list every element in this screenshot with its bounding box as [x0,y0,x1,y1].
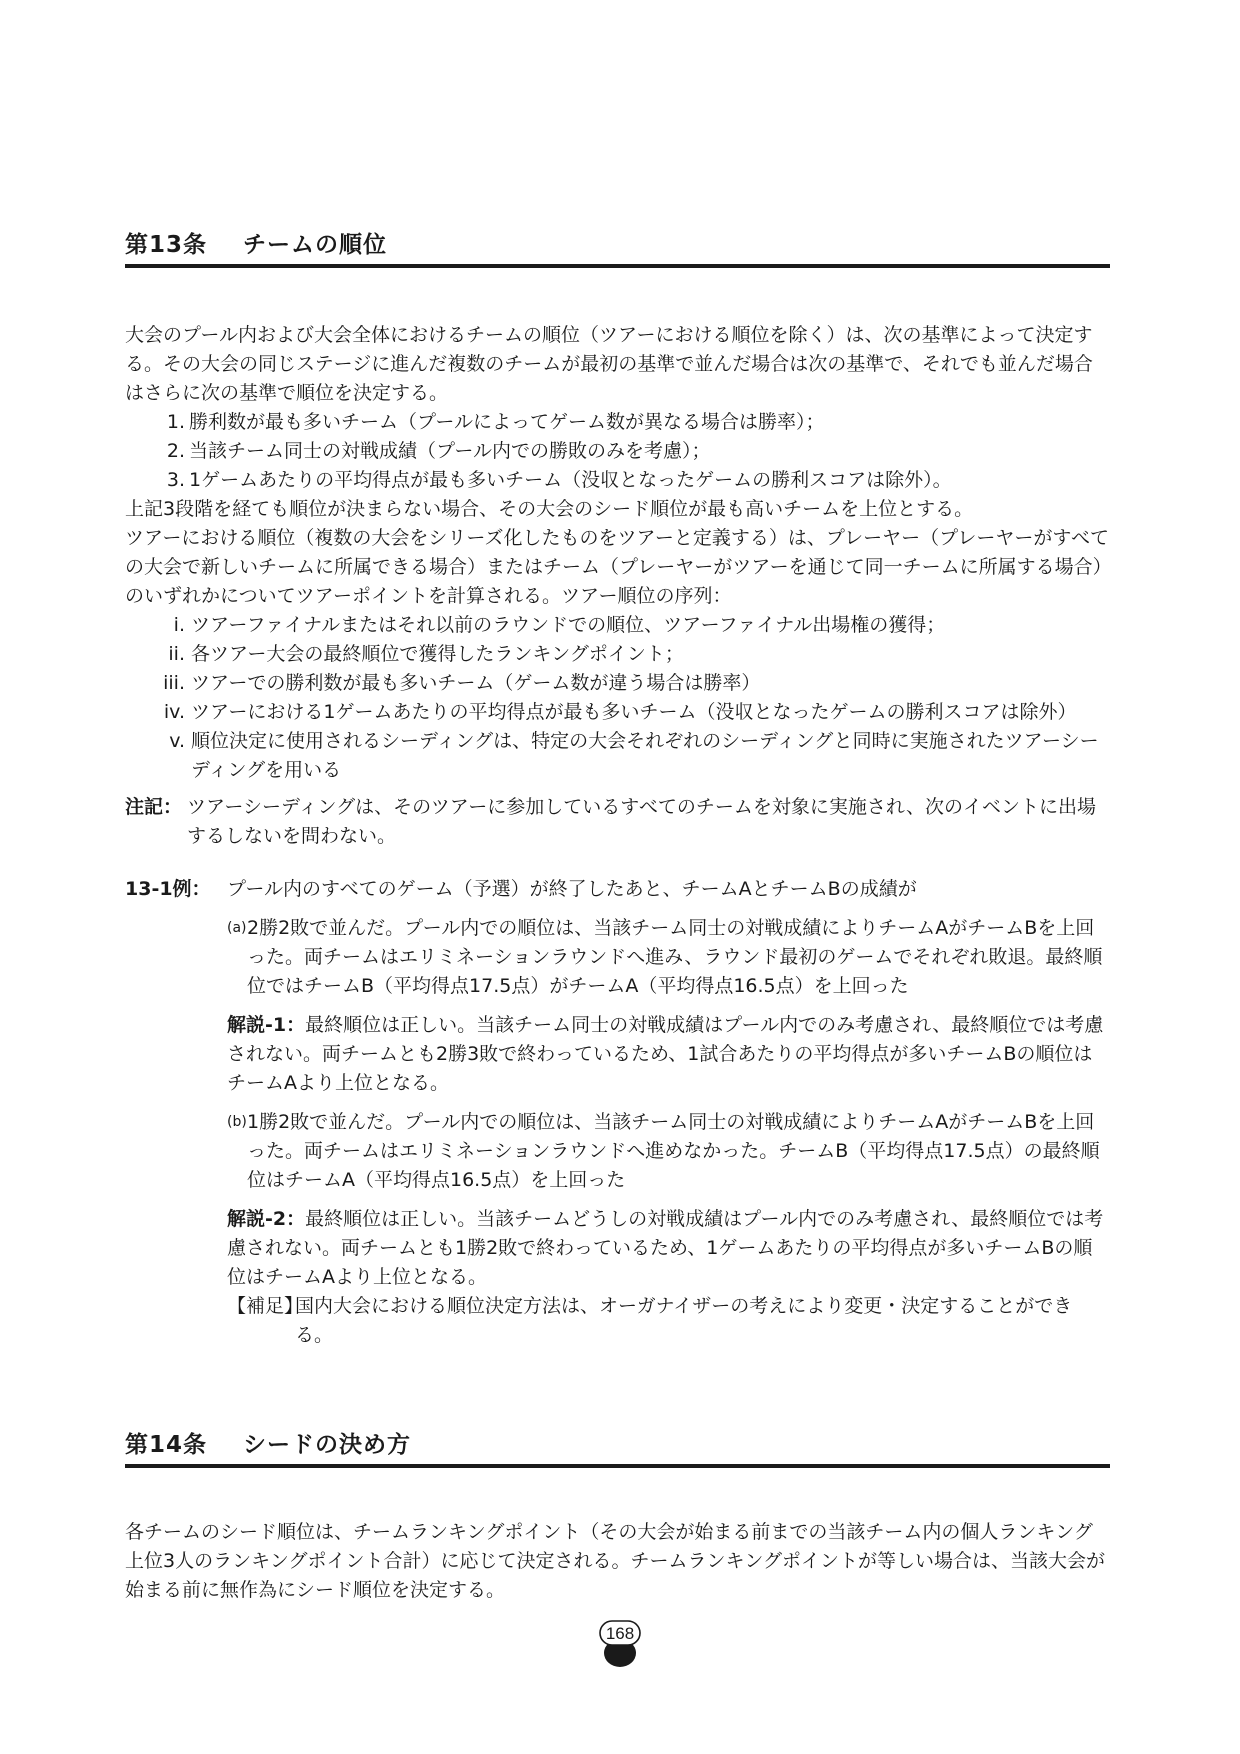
section-14-heading [125,1426,1110,1459]
section-13-rule [125,264,1110,268]
tour-criterion-number: i. [173,614,185,636]
section-14-paragraph: 各チームのシード順位は、チームランキングポイント（その大会が始まる前までの当該チーム内の個人ランキング上位3人のランキングポイント合計）に応じて決定される。チームランキングポイントが等しい場合は、当該大会が始まる前に無作為にシード順位を決定する。 [125,1521,1105,1601]
supplement-label: 【補足】 [227,1295,304,1317]
tour-criterion-number: ii. [168,643,185,665]
section-13-body [125,321,1110,1350]
case-b-text: 1勝2敗で並んだ。プール内での順位は、当該チーム同士の対戦成績によりチームAがチームBを上回った。両チームはエリミネーションラウンドへ進めなかった。チームB（平均得点17.5点）の最終順位はチームA（平均得点16.5点）を上回った [247,1111,1100,1191]
tour-criterion-text: ツアーでの勝利数が最も多いチーム（ゲーム数が違う場合は勝率） [191,672,761,694]
supplement-text: 国内大会における順位決定方法は、オーガナイザーの考えにより変更・決定することができる。 [295,1295,1073,1346]
page-number: 168 [605,1624,635,1643]
section-14-body [125,1518,1110,1605]
note [125,793,1110,851]
case-a [227,914,1110,1001]
note-text: ツアーシーディングは、そのツアーに参加しているすべてのチームを対象に実施され、次のイベントに出場するしないを問わない。 [187,796,1096,847]
tour-criterion-item [125,698,1110,727]
section-13-heading [125,226,1110,259]
example-text: プール内のすべてのゲーム（予選）が終了したあと、チームAとチームBの成績が [227,878,917,900]
page-number-badge [598,1617,642,1669]
criterion-number: 1. [166,411,185,433]
case-b [227,1108,1110,1195]
example-label: 13-1例： [125,878,211,900]
tour-criterion-number: v. [169,730,185,752]
explanation-1 [227,1011,1110,1098]
section-14-title: シードの決め方 [243,1432,411,1458]
explanation-2 [227,1205,1110,1292]
criterion-text: 1ゲームあたりの平均得点が最も多いチーム（没収となったゲームの勝利スコアは除外）。 [189,469,952,491]
explanation-1-text: 最終順位は正しい。当該チーム同士の対戦成績はプール内でのみ考慮され、最終順位では考慮されない。両チームとも2勝3敗で終わっているため、1試合あたりの平均得点が多いチームBの順位はチームAより上位となる。 [227,1014,1104,1094]
tour-criterion-text: ツアーファイナルまたはそれ以前のラウンドでの順位、ツアーファイナル出場権の獲得； [191,614,946,636]
criterion-number: 2. [166,440,185,462]
note-label: 注記： [125,796,183,818]
supplement [227,1292,1110,1350]
section-13-label: 第13条 [125,232,208,258]
criterion-item [125,466,1110,495]
criterion-text: 勝利数が最も多いチーム（プールによってゲーム数が異なる場合は勝率）； [189,411,825,433]
case-a-text: 2勝2敗で並んだ。プール内での順位は、当該チーム同士の対戦成績によりチームAがチームBを上回った。両チームはエリミネーションラウンドへ進み、ラウンド最初のゲームでそれぞれ敗退。最終順位ではチームB（平均得点17.5点）がチームA（平均得点16.5点）を上回った [247,917,1103,997]
tour-criterion-item [125,727,1110,785]
page-number-shape-icon [598,1617,642,1669]
example-cases [125,914,1110,1350]
case-a-label: (a) [227,920,247,936]
explanation-1-label: 解説-1： [227,1014,306,1036]
example-13-1 [125,875,1110,904]
tour-intro-text: ツアーにおける順位（複数の大会をシリーズ化したものをツアーと定義する）は、プレーヤー（プレーヤーがすべての大会で新しいチームに所属できる場合）またはチーム（プレーヤーがツアーを通じて同一チームに所属する場合）のいずれかについてツアーポイントを計算される。ツアー順位の序列： [125,527,1110,607]
explanation-2-label: 解説-2： [227,1208,306,1230]
explanation-2-text: 最終順位は正しい。当該チームどうしの対戦成績はプール内でのみ考慮され、最終順位では考慮されない。両チームとも1勝2敗で終わっているため、1ゲームあたりの平均得点が多いチームBの順位はチームAより上位となる。 [227,1208,1104,1288]
section-14-rule [125,1464,1110,1468]
criterion-text: 当該チーム同士の対戦成績（プール内での勝敗のみを考慮）； [189,440,711,462]
after-criteria-text: 上記3段階を経ても順位が決まらない場合、その大会のシード順位が最も高いチームを上位とする。 [125,498,974,520]
intro-paragraph: 大会のプール内および大会全体におけるチームの順位（ツアーにおける順位を除く）は、次の基準によって決定する。その大会の同じステージに進んだ複数のチームが最初の基準で並んだ場合は次の基準で、それでも並んだ場合はさらに次の基準で順位を決定する。 [125,324,1093,404]
criterion-number: 3. [166,469,185,491]
criterion-item [125,408,1110,437]
criterion-item [125,437,1110,466]
tour-criterion-item [125,611,1110,640]
tour-criterion-text: ツアーにおける1ゲームあたりの平均得点が最も多いチーム（没収となったゲームの勝利スコアは除外） [191,701,1077,723]
tour-criterion-item [125,640,1110,669]
tour-criterion-number: iv. [163,701,185,723]
section-14-label: 第14条 [125,1432,208,1458]
tour-criterion-text: 各ツアー大会の最終順位で獲得したランキングポイント； [191,643,684,665]
tour-criterion-item [125,669,1110,698]
tour-criterion-number: iii. [163,672,185,694]
case-b-label: (b) [227,1114,247,1130]
tour-criterion-text: 順位決定に使用されるシーディングは、特定の大会それぞれのシーディングと同時に実施されたツアーシーディングを用いる [191,730,1099,781]
section-13-title: チームの順位 [243,232,387,258]
